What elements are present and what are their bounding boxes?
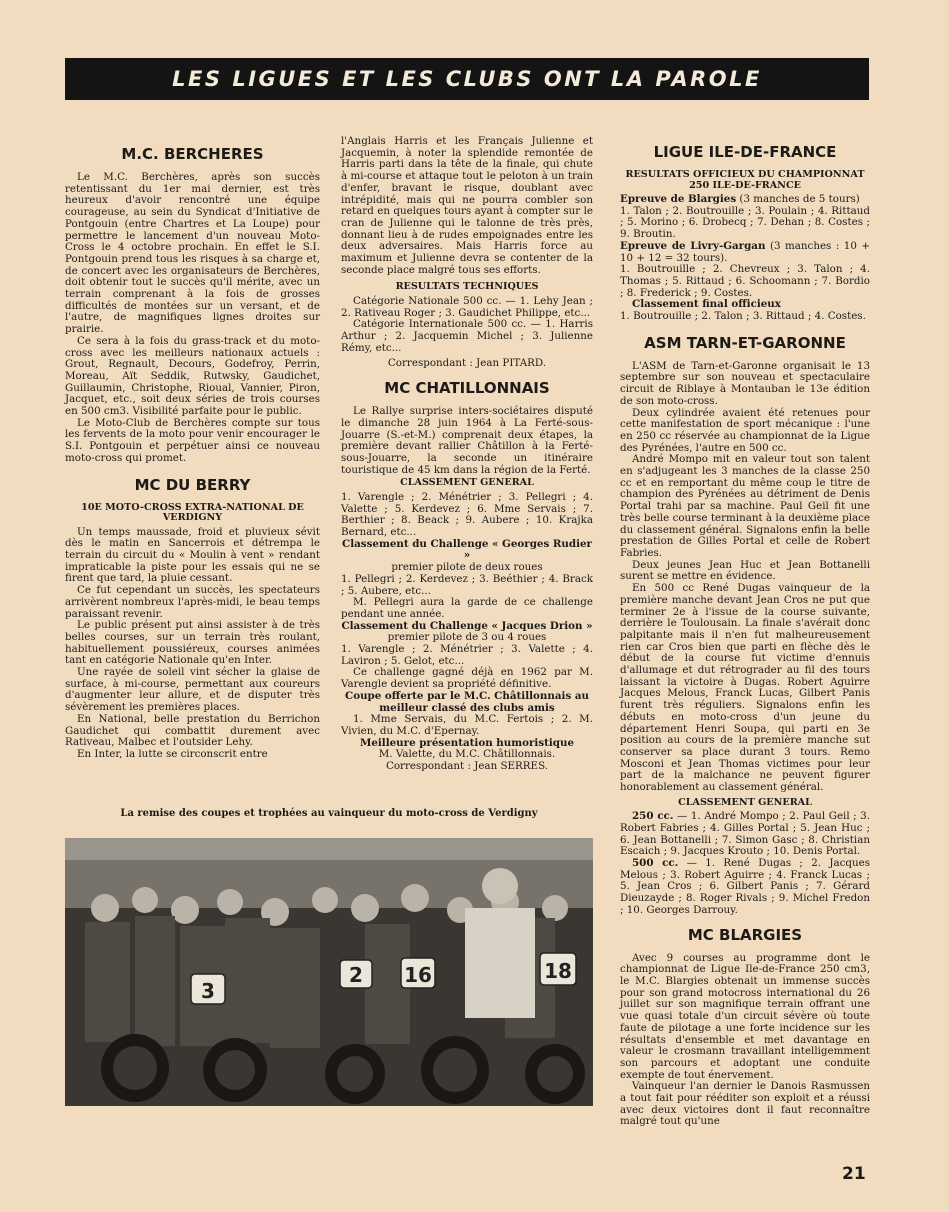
svg-text:3: 3 bbox=[201, 979, 215, 1003]
svg-text:16: 16 bbox=[404, 963, 432, 987]
cup-results: 1. Mme Servais, du M.C. Fertois ; 2. M. Vivien, du M.C. d'Epernay. bbox=[341, 713, 593, 737]
blargies-paragraph: Vainqueur l'an dernier le Danois Rasmussen a tout fait pour rééditer son exploit et a réussi avec deux victoires dont il faut reconnaître malgré tout qu'une bbox=[620, 1080, 870, 1128]
chatillonnais-correspondent: Correspondant : Jean SERRES. bbox=[385, 760, 549, 773]
race-photo bbox=[65, 838, 593, 1106]
tarn-250-label: 250 cc. bbox=[632, 810, 674, 823]
idf-title: LIGUE ILE-DE-FRANCE bbox=[653, 143, 837, 161]
challenge-rudier-note: M. Pellegri aura la garde de ce challenge pendant une année. bbox=[341, 596, 593, 620]
tarn-paragraph: En 500 cc René Dugas vainqueur de la première manche devant Jean Cros ne put que terminer 2e à l'issue de la course suivante, derrière le Toulousain. La finale s'avérait donc palpitante mais il n'en fut malheureusement rien car Cros bien que parti en flèche dès le début de la course fut victime d'ennuis d'allumage et dut rétrograder au fil des tours laissant la victoire à Dugas. Robert Aguirre Jacques Melous, Franck Lucas, Gilbert Panis furent très réguliers. Signalons enfin les débuts en moto-cross d'un jeune du département Henri Soupa, qui parti en 3e position au cours de la première manche sut conserver sa place durant 3 tours. Remo Mosconi et Jean Thomas victimes pour leur part de la malchance ne peuvent figurer honorablement au classement général. bbox=[620, 582, 870, 794]
column-left bbox=[65, 138, 320, 798]
cup-title: Coupe offerte par le M.C. Châtillonnais au meilleur classé des clubs amis bbox=[345, 689, 589, 714]
berry-results-title: RESULTATS TECHNIQUES bbox=[395, 281, 539, 293]
event-blargies-title: Epreuve de Blargies bbox=[620, 193, 737, 205]
idf-subtitle: RESULTATS OFFICIEUX DU CHAMPIONNAT 250 ILE-DE-FRANCE bbox=[625, 169, 865, 191]
blargies-title: MC BLARGIES bbox=[687, 925, 803, 944]
column-right bbox=[620, 136, 871, 1128]
challenge-drion-note: Ce challenge gagné déjà en 1962 par M. Varengle devient sa propriété définitive. bbox=[341, 666, 593, 691]
svg-text:18: 18 bbox=[544, 959, 572, 983]
berry-paragraph: Une rayée de soleil vint sécher la glaise de surface, à mi-course, permettant aux coureurs d'augmenter leur allure, et de disputer très sévèrement les premières places. bbox=[65, 666, 320, 714]
page-number: 21 bbox=[842, 1164, 866, 1184]
tarn-paragraph: L'ASM de Tarn-et-Garonne organisait le 13 septembre sur son nouveau et spectaculaire circuit de Riblaye à Montauban le 13e édition de son moto-cross. bbox=[620, 359, 870, 407]
tarn-title: ASM TARN-ET-GARONNE bbox=[644, 333, 846, 352]
tarn-general-title: CLASSEMENT GENERAL bbox=[678, 796, 812, 808]
chatillonnais-general: 1. Varengle ; 2. Ménétrier ; 3. Pellegri ; 4. Valette ; 5. Kerdevez ; 6. Mme Servais ; 7. Berthier ; 8. Beack ; 9. Aubere ; 10. Krajka Bernard, etc... bbox=[341, 490, 593, 538]
event-livry-sub: (3 manches : 10 + 10 + 12 = 32 tours). bbox=[620, 239, 871, 264]
final-classement-title: Classement final officieux bbox=[632, 298, 781, 311]
berry-paragraph: Ce fut cependant un succès, les spectateurs arrivèrent nombreux l'après-midi, le beau temps paraissant revenir. bbox=[65, 584, 320, 620]
berry-paragraph: En National, belle prestation du Berrichon Gaudichet qui combattit durement avec Rativeau, Malbec et l'outsider Lehy. bbox=[65, 712, 320, 749]
tarn-500-label: 500 cc. bbox=[632, 857, 679, 870]
race-photo-image bbox=[65, 838, 593, 1106]
column-middle bbox=[341, 136, 593, 791]
berry-paragraph: En Inter, la lutte se circonscrit entre bbox=[77, 747, 268, 760]
final-classement-results: 1. Boutrouille ; 2. Talon ; 3. Rittaud ; 4. Costes. bbox=[620, 310, 866, 323]
svg-text:2: 2 bbox=[349, 963, 363, 987]
blargies-paragraph: Avec 9 courses au programme dont le championnat de Ligue Ile-de-France 250 cm3, le M.C. Blargies obtenait un immense succès pour son grand motocross international du 26 juillet sur son magnifique terrain offrant une vue quasi totale d'un circuit sévère où toute faute de pilotage a une forte incidence sur les résultats d'ensemble et met davantage en valeur le crosmann travaillant intelligemment son parcours et adoptant une conduite exempte de tout énervement. bbox=[620, 951, 870, 1081]
challenge-rudier-sub: premier pilote de deux roues bbox=[391, 561, 543, 574]
challenge-drion-sub: premier pilote de 3 ou 4 roues bbox=[387, 631, 547, 644]
tarn-paragraph: André Mompo mit en valeur tout son talent en s'adjugeant les 3 manches de la classe 250 cc et en remportant du même coup le titre de champion des Pyrénées au détriment de Denis Portal trahi par sa machine. Paul Geil fit une très belle course terminant à la deuxième place du classement général. Signalons enfin la belle prestation de Gilles Portal et celle de Robert Fabries. bbox=[620, 453, 870, 559]
event-blargies-results: 1. Talon ; 2. Boutrouille ; 3. Poulain ; 4. Rittaud ; 5. Morino ; 6. Drobecq ; 7. Dehan ; 8. Costes ; 9. Broutin. bbox=[620, 204, 870, 241]
event-livry-results: 1. Boutrouille ; 2. Chevreux ; 3. Talon ; 4. Thomas ; 5. Rittaud ; 6. Schoomann ; 7. Bordio ; 8. Frederick ; 9. Costes. bbox=[620, 263, 870, 299]
berry-paragraph: l'Anglais Harris et les Français Julienne et Jacquemin, à noter la splendide remontée de Harris parti dans la tête de la finale, qui chute à mi-course et attaque tout le peloton à un train d'enfer, bravant le risque, doublant avec intrépidité, mais qui ne pourra combler son retard en quelques tours ayant à compter sur le cran de Julienne qui le talonne de très près, donnant lieu à de rudes empoignades entre les deux adversaires. Mais Harris force au maximum et Julienne devra se contenter de la seconde place malgré tous ses efforts. bbox=[341, 135, 593, 276]
section-banner bbox=[65, 58, 869, 100]
berry-subtitle: 10E MOTO-CROSS EXTRA-NATIONAL DE VERDIGNY bbox=[81, 501, 304, 524]
berry-result-international: Catégorie Internationale 500 cc. — 1. Harris Arthur ; 2. Jacquemin Michel ; 3. Julienne Rémy, etc... bbox=[341, 318, 593, 354]
challenge-drion-results: 1. Varengle ; 2. Ménétrier ; 3. Valette ; 4. Laviron ; 5. Gelot, etc... bbox=[341, 643, 593, 667]
tarn-paragraph: Deux jeunes Jean Huc et Jean Bottanelli surent se mettre en évidence. bbox=[620, 558, 870, 583]
berry-paragraph: Un temps maussade, froid et pluvieux sévit dès le matin en Sancerrois et détrempa le terrain du circuit du « Moulin à vent » rendant impraticable la piste pour les essais qui ne se firent que tard, la pluie cessant. bbox=[65, 525, 320, 585]
tarn-250-results: — 1. André Mompo ; 2. Paul Geil ; 3. Robert Fabries ; 4. Gilles Portal ; 5. Jean Huc ; 6. Jean Bottanelli ; 7. Simon Gasc ; 8. Christian Escaich ; 9. Jacques Krouto ; 10. Denis Portal. bbox=[620, 810, 871, 858]
challenge-rudier-title: Classement du Challenge « Georges Rudier » bbox=[342, 537, 592, 562]
bercheres-paragraph: Ce sera à la fois du grass-track et du moto-cross avec les meilleurs nationaux actuels : Grout, Regnault, Decours, Godefroy, Perrin, Moreau, Aït Seddik, Rutwsky, Gaudichet, Guillaumin, Christophe, Rioual, Vannier, Piron, Jacquet, etc., soit deux séries de trois courses en 500 cm3. Visibilité parfaite pour le public. bbox=[65, 334, 320, 418]
challenge-drion-title: Classement du Challenge « Jacques Drion » bbox=[341, 619, 593, 632]
berry-paragraph: Le public présent put ainsi assister à de très belles courses, sur un terrain très roulant, habituellement poussiéreux, courses animées tant en catégorie Nationale qu'en Inter. bbox=[65, 619, 320, 667]
bercheres-title: M.C. BERCHERES bbox=[121, 145, 264, 163]
tarn-paragraph: Deux cylindrée avaient été retenues pour cette manifestation de sport mécanique : l'une en 250 cc réservée au championnat de la Ligue des Pyrénées, l'autre en 500 cc. bbox=[620, 406, 870, 454]
event-blargies-sub: (3 manches de 5 tours) bbox=[739, 193, 860, 205]
berry-correspondent: Correspondant : Jean PITARD. bbox=[387, 357, 547, 370]
humor-result: M. Valette, du M.C. Châtillonnais. bbox=[378, 748, 556, 761]
berry-result-national: Catégorie Nationale 500 cc. — 1. Lehy Jean ; 2. Rativeau Roger ; 3. Gaudichet Philippe, etc... bbox=[341, 294, 593, 319]
tarn-500-results: — 1. René Dugas ; 2. Jacques Melous ; 3. Robert Aguirre ; 4. Franck Lucas ; 5. Jean Cros ; 6. Gilbert Panis ; 7. Gérard Dieuzayde ; 8. Roger Rivals ; 9. Michel Fredon ; 10. Georges Darrouy. bbox=[620, 857, 870, 916]
event-livry-title: Epreuve de Livry-Gargan bbox=[620, 239, 766, 252]
chatillonnais-general-title: CLASSEMENT GENERAL bbox=[400, 477, 534, 489]
chatillonnais-title: MC CHATILLONNAIS bbox=[384, 379, 550, 398]
humor-title: Meilleure présentation humoristique bbox=[359, 736, 575, 749]
berry-title: MC DU BERRY bbox=[134, 475, 251, 494]
bercheres-paragraph: Le M.C. Berchères, après son succès retentissant du 1er mai dernier, est très heureux d'avoir rencontré une équipe courageuse, au sein du Syndicat d'Initiative de Pontgouin (entre Chartres et La Loupe) pour permettre le lancement d'un nouveau Moto-Cross le 4 octobre prochain. En effet le S.I. Pontgouin prend tous les risques à sa charge et, de concert avec les organisateurs de Berchères, doit obtenir tout le succès qu'il mérite, avec un terrain comprenant à la fois de grosses difficultés de montées sur un versant, et de l'autre, de magnifiques lignes droites sur prairie. bbox=[65, 171, 320, 336]
chatillonnais-paragraph: Le Rallye surprise inters-sociétaires disputé le dimanche 28 juin 1964 à La Ferté-sous-Jouarre (S.-et-M.) comprenait deux étapes, la première devant rallier Châtillon à la Ferté-sous-Jouarre, la seconde un itinéraire touristique de 45 km dans la région de la Ferté. bbox=[341, 405, 593, 476]
challenge-rudier-results: 1. Pellegri ; 2. Kerdevez ; 3. Beéthier ; 4. Brack ; 5. Aubere, etc... bbox=[341, 572, 593, 597]
banner-title: LES LIGUES ET LES CLUBS ONT LA PAROLE bbox=[172, 67, 762, 91]
photo-caption: La remise des coupes et trophées au vainqueur du moto-cross de Verdigny bbox=[120, 808, 538, 819]
bercheres-paragraph: Le Moto-Club de Berchères compte sur tous les fervents de la moto pour venir encourager le S.I. Pontgouin et perpétuer ainsi ce nouveau moto-cross qui promet. bbox=[65, 416, 320, 464]
